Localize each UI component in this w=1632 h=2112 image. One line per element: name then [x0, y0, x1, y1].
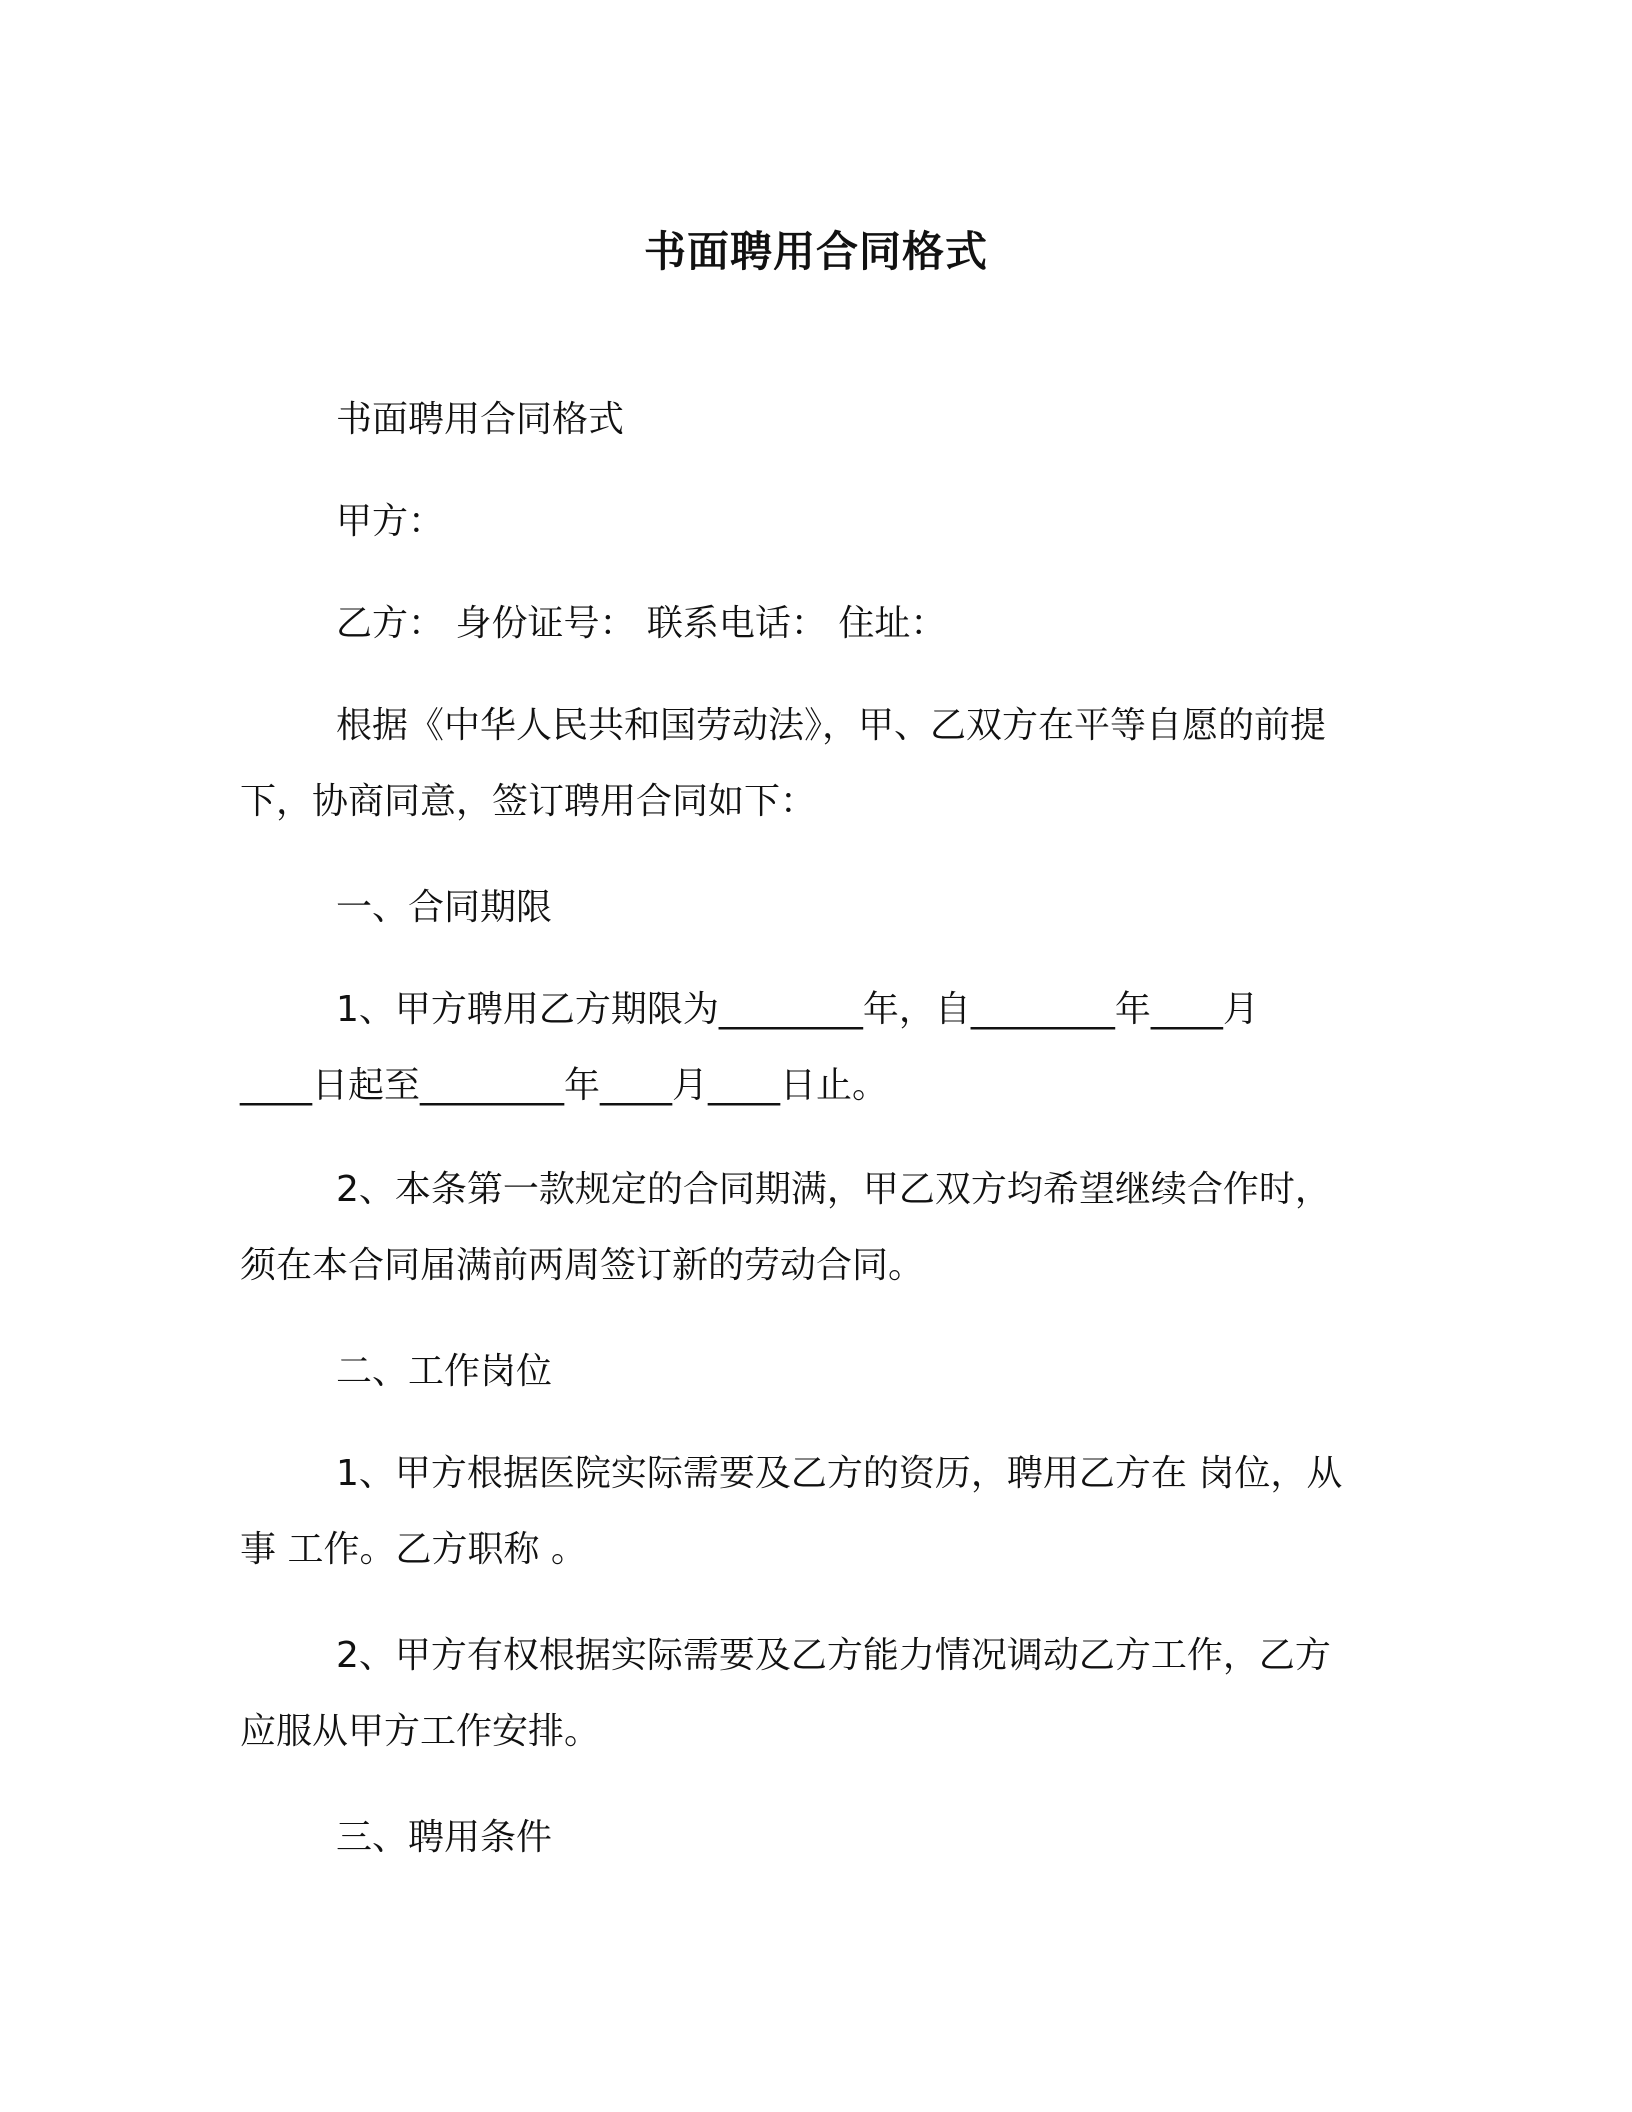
paragraph-line: 二、工作岗位: [336, 1351, 553, 1392]
paragraph-line: 2、本条第一款规定的合同期满，甲乙双方均希望继续合作时，: [336, 1169, 1331, 1210]
paragraph-line: 三、聘用条件: [336, 1817, 553, 1858]
section-heading-employment-conditions: [240, 1800, 1392, 1876]
section-heading-position: [240, 1334, 1392, 1410]
paragraph-line: 须在本合同届满前两周签订新的劳动合同。: [240, 1245, 925, 1286]
clause-1-2: [240, 1152, 1392, 1304]
paragraph-line: 一、合同期限: [336, 887, 553, 928]
paragraph-subtitle: [240, 382, 1392, 458]
paragraph-line: 事 工作。乙方职称 。: [240, 1529, 587, 1570]
paragraph-preamble: [240, 688, 1392, 840]
paragraph-line: 1、甲方聘用乙方期限为________年，自________年____月: [336, 989, 1259, 1030]
document-title: 书面聘用合同格式: [643, 227, 988, 276]
paragraph-line: 下，协商同意，签订聘用合同如下：: [240, 781, 817, 822]
paragraph-party-b: [240, 586, 1392, 662]
paragraph-party-a: [240, 484, 1392, 560]
clause-2-1: [240, 1436, 1392, 1588]
paragraph-line: 根据《中华人民共和国劳动法》，甲、乙双方在平等自愿的前提: [336, 705, 1327, 746]
paragraph-line: 应服从甲方工作安排。: [240, 1711, 601, 1752]
section-heading-contract-term: [240, 870, 1392, 946]
paragraph-line: 1、甲方根据医院实际需要及乙方的资历，聘用乙方在 岗位，从: [336, 1453, 1343, 1494]
paragraph-line: 乙方： 身份证号： 联系电话： 住址：: [336, 603, 947, 644]
paragraph-line: 甲方：: [336, 501, 445, 542]
clause-2-2: [240, 1618, 1392, 1770]
paragraph-line: ____日起至________年____月____日止。: [240, 1065, 889, 1106]
clause-1-1: [240, 972, 1392, 1124]
paragraph-line: 书面聘用合同格式: [336, 399, 625, 440]
paragraph-line: 2、甲方有权根据实际需要及乙方能力情况调动乙方工作，乙方: [336, 1635, 1331, 1676]
